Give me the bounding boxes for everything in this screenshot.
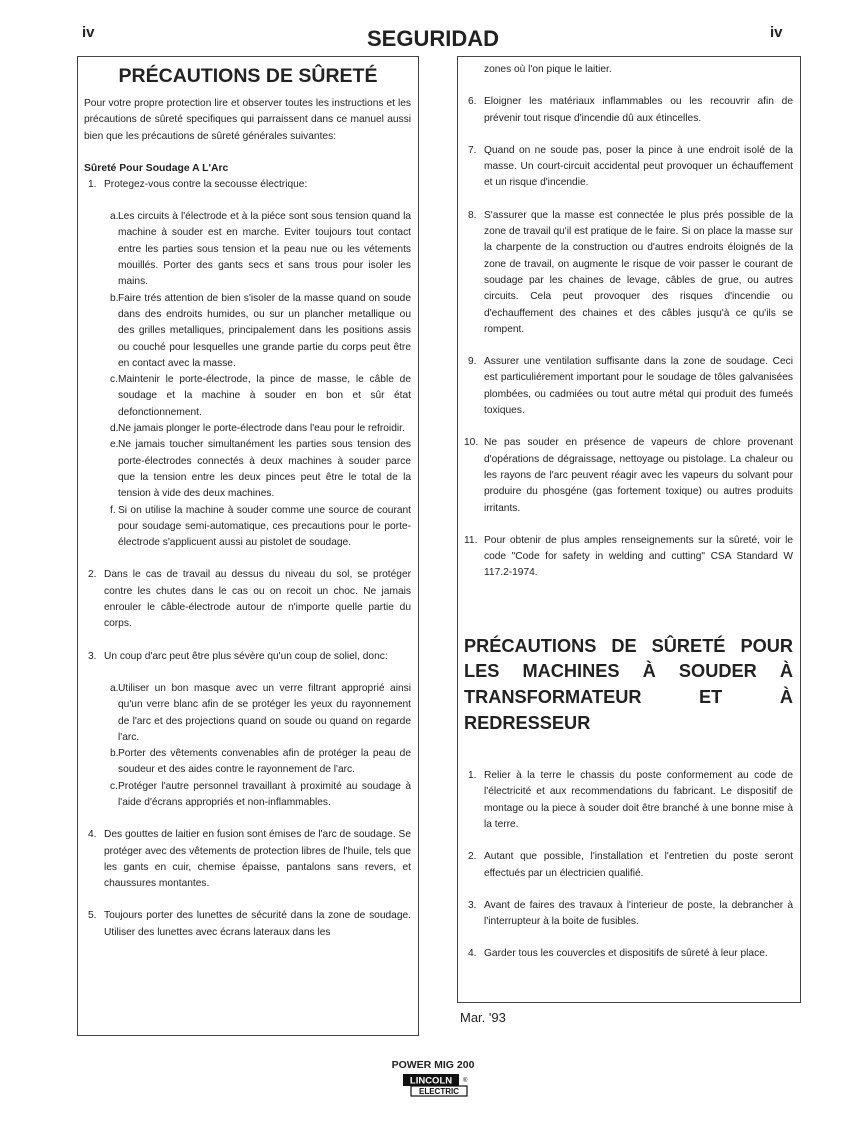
list-item [464,533,793,582]
item-text: Eloigner les matériaux inflammables ou les recouvrir afin de prévenir tout risque d'incendie dû aux étincelles. [484,96,793,124]
model-name: POWER MIG 200 [391,1059,475,1071]
item-number: 3. [468,899,477,911]
item-number: a. [110,211,119,223]
item-text: Pour obtenir de plus amples renseignements sur la sûreté, voir le code "Code for safety in welding and cutting" CSA Standard W 117.2-1974. [484,534,793,579]
list-item [84,177,411,193]
item-number: c. [110,374,118,386]
list-item [84,567,411,632]
list-item [84,421,411,437]
item-text: Assurer une ventilation suffisante dans la zone de soudage. Ceci est particuliérement important pour le soudage de tôles galvanisées plombées, ou cadmiées ou tout autre métal qui produit des fumeés toxiques. [484,356,793,417]
item-number: b. [110,292,119,304]
list-item [84,437,411,502]
list-item [84,372,411,421]
item-number: c. [110,780,118,792]
item-text: Un coup d'arc peut être plus sévère qu'un coup de soliel, donc: [104,650,388,662]
item-text: Porter des vêtements convenables afin de protéger la peau de soudeur et des aides contre le rayonnement de l'arc. [118,748,411,776]
item-text: Ne jamais plonger le porte-électrode dans l'eau pour le refroidir. [118,423,405,435]
item-text: Protéger l'autre personnel travaillant à proximité au soudage à l'aide d'écrans appropriés et non-inflammables. [118,780,411,808]
list-item [84,503,411,552]
item-number: 1. [88,178,97,190]
item-number: 5. [88,910,97,922]
item-text: Avant de faires des travaux à l'interieur de poste, la debrancher à l'interrupteur à la boite de fusibles. [484,899,793,928]
item-text: Garder tous les couvercles et dispositifs de sûreté à leur place. [484,948,768,960]
list-item [464,435,793,516]
item-text: Relier à la terre le chassis du poste conformement au code de l'électricité et aux recommendations du fabricant. Le dispositif de montage ou la piece à souder doit être branché à une bonne mise à la terre. [484,770,793,830]
item-text: S'assurer que la masse est connectée le plus prés possible de la zone de travail qu'il est pratique de le faire. Si on place la masse sur la charpente de la construction ou d'autres endroits éloignés de la zone de travail, on augmente le risque de voir passer le courant de soudage par les chaines de levage, câbles de grue, ou autres circuits. Cela peut provoquer des risques d'incendie ou d'echauffement des chaines et des câbles jusqu'à ce qu'ils se rompent. [484,209,793,335]
intro-paragraph: Pour votre propre protection lire et observer toutes les instructions et les précautions de sûreté specifiques qui parraissent dans ce manuel aussi bien que les précautions de sûreté générales suivantes: [84,98,411,142]
item-text: Les circuits à l'électrode et à la piéce sont sous tension quand la machine à souder est en marche. Eviter toujours tout contact entre les parties sous tension et la peau nue ou les vétements mouillés. Porter des gants secs et sans trous pour isoler les mains. [118,211,411,288]
list-item [84,291,411,372]
list-item [464,849,793,882]
item-number: 9. [468,356,477,368]
right-column [457,56,801,1003]
item-number: 4. [88,829,97,841]
item-number: 3. [88,650,97,662]
left-column [77,56,419,1036]
subheading: Sûreté Pour Soudage A L'Arc [84,162,229,174]
list-item [84,649,411,665]
logo-bottom-text: ELECTRIC [419,1087,459,1096]
item-text: Si on utilise la machine à souder comme une source de courant pour soudage semi-automatique, ces precautions pour le porte-électrode s'applicuent aussi au pistolet de soudage. [118,504,411,549]
item-number: 10. [464,437,479,449]
list-item [464,143,793,192]
item-text: Quand on ne soude pas, poser la pince à une endroit isolé de la masse. Un court-circuit accidental peut provoquer un échauffement et un risque d'incendie. [484,144,793,189]
list-item [464,768,793,833]
page-title: SEGURIDAD [366,26,499,51]
item-number: b. [110,748,119,760]
logo-top-text: LINCOLN [409,1075,453,1087]
list-item [84,908,411,941]
item-text: Ne jamais toucher simultanément les parties sous tension des porte-électrodes connectés à deux machines à souder parce que la tension entre les deux pinces peut être le total de la tension à vide des deux machines. [118,439,411,500]
item-number: f. [110,504,116,516]
lincoln-electric-logo [400,1073,470,1097]
list-item [84,827,411,892]
section-title-transformer: PRÉCAUTIONS DE SÛRETÉ POUR LES MACHINES À SOUDER À TRANSFORMATEUR ET À REDRESSEUR [464,635,793,733]
item-number: 1. [468,770,477,782]
item-text: Maintenir le porte-électrode, la pince de masse, le câble de soudage et la machine à souder en bon et sûr état defonctionnement. [118,374,411,418]
continuation-text: zones où l'on pique le laitier. [484,64,612,75]
item-text: Dans le cas de travail au dessus du niveau du sol, se protéger contre les chutes dans le cas ou on recoit un choc. Ne jamais enrouler le câble-électrode autour de n'importe quelle partie du corps. [104,569,411,630]
item-number: 11. [464,534,478,546]
list-item [464,208,793,338]
item-number: 7. [468,144,477,156]
list-item [84,209,411,290]
list-item [84,746,411,779]
item-text: Utiliser un bon masque avec un verre filtrant approprié ainsi qu'un verre blanc afin de se protéger les yeux du rayonnement de l'arc et des projections quand on soude ou quand on regarde l'arc. [118,682,411,743]
item-text: Ne pas souder en présence de vapeurs de chlore provenant d'opérations de dégraissage, nettoyage ou pistolage. La chaleur ou les rayons de l'arc peuvent réagir avec les vapeurs du solvant pour produire du phosgéne (gas fortement toxique) ou autres produits irritants. [484,437,793,514]
revision-date: Mar. '93 [460,1010,506,1025]
list-item [84,779,411,812]
list-item [84,681,411,746]
list-item [464,354,793,419]
item-text: Toujours porter des lunettes de sécurité dans la zone de soudage. Utiliser des lunettes avec écrans lateraux dans les [104,910,411,938]
item-number: 2. [468,851,477,863]
section-title: PRÉCAUTIONS DE SÛRETÉ [118,65,378,87]
item-text: Autant que possible, l'installation et l'entretien du poste seront effectués par un électricien qualifié. [484,851,793,879]
item-number: 4. [468,948,477,960]
item-number: 6. [468,96,477,108]
list-item [464,94,793,127]
item-text: Protegez-vous contre la secousse électrique: [104,178,308,190]
item-number: a. [110,682,119,694]
registered-mark: ® [463,1078,468,1084]
item-number: d. [110,423,119,435]
list-item [464,898,793,931]
item-number: 2. [88,569,97,581]
item-text: Faire trés attention de bien s'isoler de la masse quand on soude dans des endroits humides, ou sur un plancher metallique ou des grilles metalliques, principalement dans les positions assis ou couché pour lesquelles une grande partie du corps peut être en contact avec la masse. [118,292,411,369]
item-text: Des gouttes de laitier en fusion sont émises de l'arc de soudage. Se protéger avec des vêtements de protection libres de l'huile, tels que les gants en cuir, chemise épaisse, pantalons sans revers, et chaussures montantes. [104,829,411,890]
page-number-left: iv [82,24,95,41]
page-number-right: iv [770,24,783,41]
item-number: e. [110,439,119,451]
item-number: 8. [468,209,477,221]
list-item [464,946,793,962]
